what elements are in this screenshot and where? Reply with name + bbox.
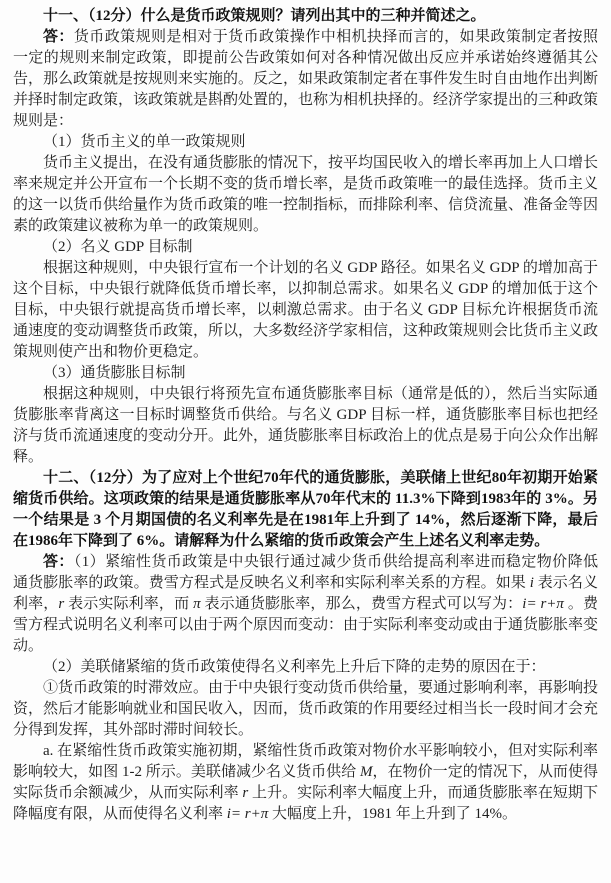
question-12-section	[13, 468, 598, 825]
rule-3-paragraph: 根据这种规则，中央银行将预先宣布通货膨胀率目标（通常是低的），然后当实际通货膨胀率背离这一目标时调整货币供给。与名义 GDP 目标一样，通货膨胀率目标也把经济与货币流通速度的变动分开。此外，通货膨胀率目标政治上的优点是易于向公众作出解释。	[13, 386, 599, 465]
rule-1-title: （1）货币主义的单一政策规则	[43, 134, 246, 150]
question-12-sub-a-paragraph: a. 在紧缩性货币政策实施初期，紧缩性货币政策对物价水平影响较小，但对实际利率影响较大，如图 1-2 所示。美联储减少名义货币供给 M，在物价一定的情况下，从而使得实际货币余额减少，从而实际利率 r 上升。实际利率大幅度上升，而通货膨胀率在短期下降幅度有限，从而使得名义利率 i= r+π 大幅度上升，1981 年上升到了 14%。	[13, 743, 598, 822]
rule-2-paragraph: 根据这种规则，中央银行宣布一个计划的名义 GDP 路径。如果名义 GDP 的增加高于这个目标，中央银行就降低货币增长率，以抑制总需求。如果名义 GDP 的增加低于这个目标，中央银行就提高货币增长率，以刺激总需求。由于名义 GDP 目标允许根据货币流通速度的变动调整货币政策，所以，大多数经济学家相信，这种政策规则会比货币主义政策规则使产出和物价更稳定。	[13, 260, 599, 360]
question-12-time-lag-paragraph: ①货币政策的时滞效应。由于中央银行变动货币供给量，要通过影响利率，再影响投资，然后才能影响就业和国民收入，因而，货币政策的作用要经过相当长一段时间才会充分得到发挥，其外部时滞时间较长。	[13, 680, 599, 738]
question-11-answer: 答：货币政策规则是相对于货币政策操作中相机抉择而言的，如果政策制定者按照一定的规则来制定政策，即提前公告政策如何对各种情况做出反应并承诺始终遵循其公告，那么政策就是按规则来实施的。反之，如果政策制定者在事件发生时自由地作出判断并择时制定政策，该政策就是斟酌处置的，也称为相机抉择的。经济学家提出的三种政策规则是：	[13, 29, 599, 129]
question-12-point-2: （2）美联储紧缩的货币政策使得名义利率先上升后下降的走势的原因在于：	[43, 659, 546, 675]
rule-2-title: （2）名义 GDP 目标制	[43, 239, 193, 255]
question-11-heading: 十一、（12分）什么是货币政策规则？请列出其中的三种并简述之。	[43, 8, 486, 24]
question-12-heading: 十二、（12分）为了应对上个世纪70年代的通货膨胀，美联储上世纪80年初期开始紧缩货币供给。这项政策的结果是通货膨胀率从70年代末的 11.3%下降到1983年的 3%。另一个结果是 3 个月期国债的名义利率先是在1981年上升到了 14%，然后逐渐下降，最后在1986年下降到了 6%。请解释为什么紧缩的货币政策会产生上述名义利率走势。	[13, 470, 598, 549]
rule-3-title: （3）通货膨胀目标制	[43, 365, 186, 381]
rule-1-paragraph: 货币主义提出，在没有通货膨胀的情况下，按平均国民收入的增长率再加上人口增长率来规定并公开宣布一个长期不变的货币增长率，是货币政策唯一的最佳选择。货币主义的这一以货币供给量作为货币政策的唯一控制指标，而排除利率、信贷流量、准备金等因素的政策建议被称为单一的政策规则。	[13, 155, 599, 234]
question-12-answer: 答：（1）紧缩性货币政策是中央银行通过减少货币供给提高利率进而稳定物价降低通货膨胀率的政策。费雪方程式是反映名义利率和实际利率关系的方程。如果 i 表示名义利率，r 表示实际利率，而 π 表示通货膨胀率，那么，费雪方程式可以写为：i= r+π 。费雪方程式说明名义利率可以由于两个原因而变动：由于实际利率变动或由于通货膨胀率变动。	[13, 554, 599, 654]
question-11-section	[13, 6, 598, 468]
